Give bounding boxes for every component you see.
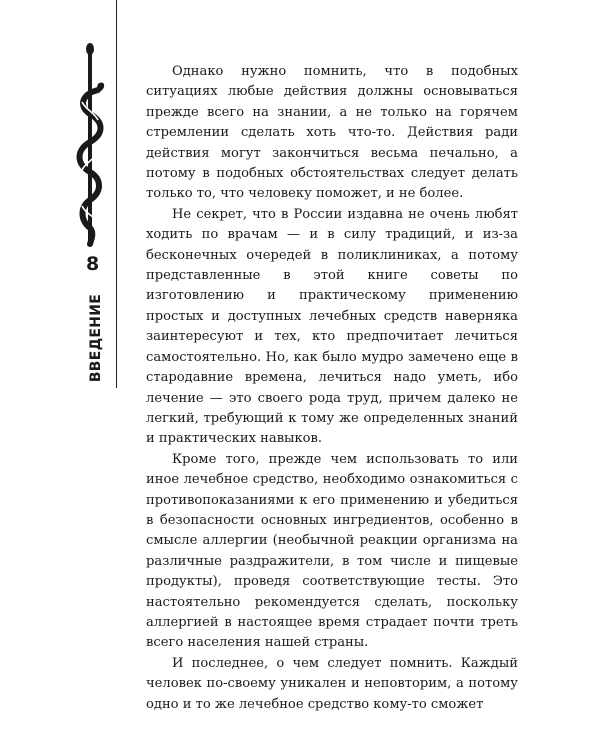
snake-staff-icon [72, 40, 108, 248]
margin-rule [116, 0, 117, 388]
body-text [146, 62, 518, 715]
paragraph: Однако нужно помнить, что в подобных ситуациях любые действия должны основываться прежде всего на знании, а не только на горячем стремлении сделать хоть что-то. Действия ради действия могут закончиться весьма печально, а потому в подобных обстоятельствах следует делать только то, что человеку поможет, и не более. [146, 64, 518, 202]
paragraph: И последнее, о чем следует помнить. Каждый человек по-своему уникален и неповторим, а потому одно и то же лечебное средство кому-то сможет [146, 655, 518, 712]
paragraph: Не секрет, что в России издавна не очень любят ходить по врачам — и в силу традиций, и из-за бесконечных очередей в поликлиниках, а потому представленные в этой книге советы по изготовлению и практическому применению простых и доступных лечебных средств наверняка заинтересуют и тех, кто предпочитает лечиться самостоятельно. Но, как было мудро замечено еще в стародавние времена, лечиться надо уметь, ибо лечение — это своего рода труд, причем далеко не легкий, требующий к тому же определенных знаний и практических навыков. [146, 206, 518, 447]
page-number: 8 [86, 253, 100, 275]
paragraph: Кроме того, прежде чем использовать то или иное лечебное средство, необходимо ознакомиться с противопоказаниями к его применению и убедиться в безопасности основных ингредиентов, особенно в смысле аллергии (необычной реакции организма на различные раздражители, в том числе и пищевые продукты), проведя соответствующие тесты. Это настоятельно рекомендуется сделать, поскольку аллергией в настоящее время страдает почти треть всего населения нашей страны. [146, 451, 518, 651]
section-title: ВВЕДЕНИЕ [88, 293, 104, 383]
